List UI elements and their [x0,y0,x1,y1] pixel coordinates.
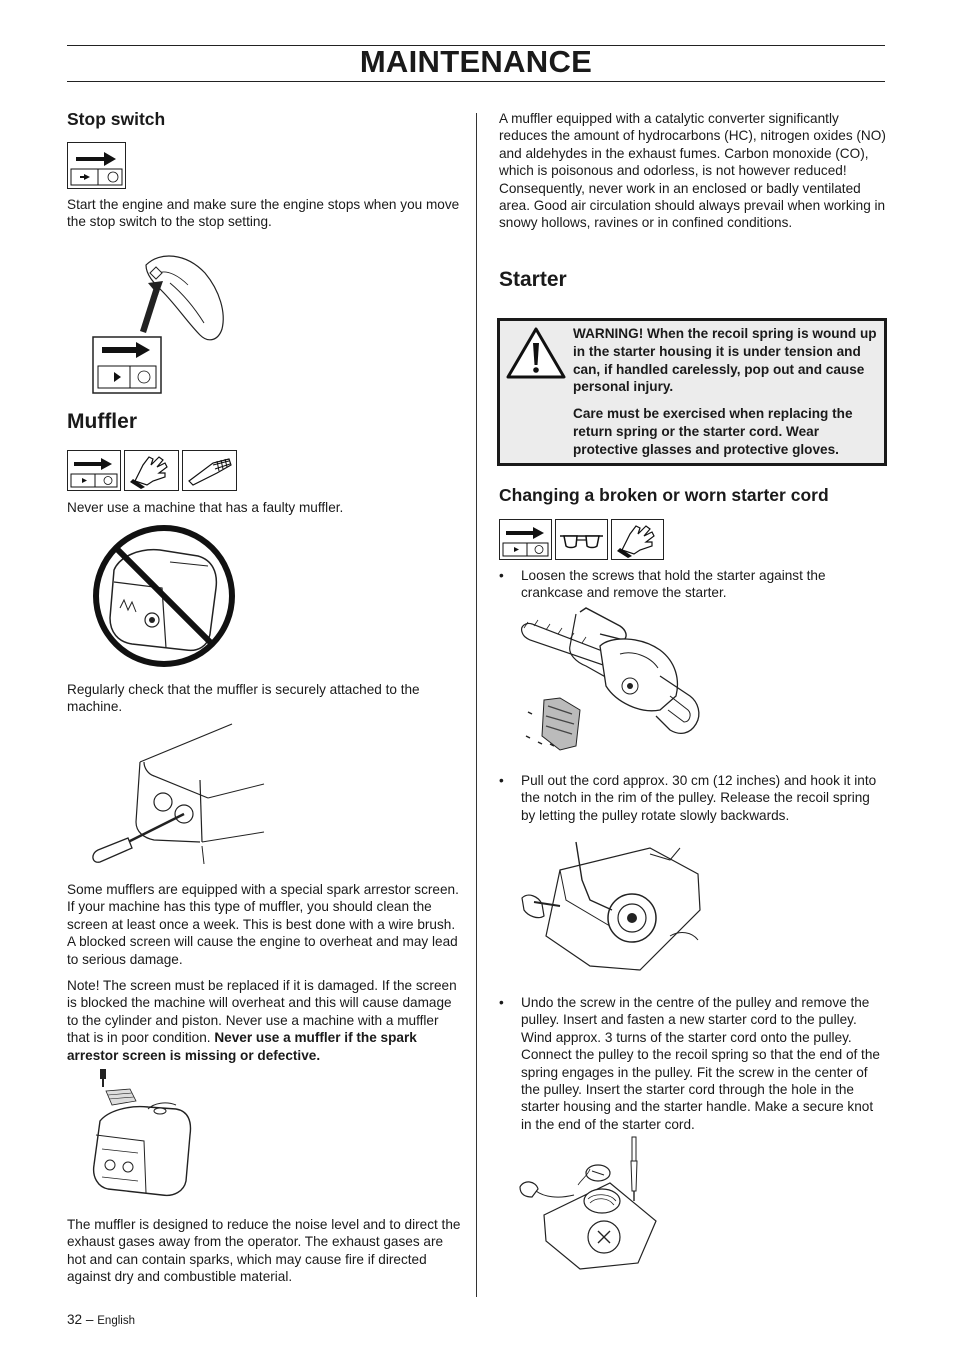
protective-glasses-icon [555,519,608,560]
page-footer [67,1312,135,1327]
footer-language: English [97,1315,135,1327]
starter-heading: Starter [499,268,567,291]
spark-arrestor-text: Some mufflers are equipped with a special spark arrestor screen. If your machine has this type of muffler, you should clean the screen at least once a week. This is best done with a wire brush. A blocked screen will cause the engine to overheat and may lead to serious damage. [67,882,459,967]
maintenance-symbol-icon [67,142,126,189]
screen-note-plain: Note! The screen must be replaced if it is damaged. If the screen is blocked the machine will overheat and this will cause damage to the cylinder and piston. Never use a machine with a muffler that is in poor condition. [67,978,457,1046]
chainsaw-starter-illustration [520,606,705,756]
muffler-heading: Muffler [67,410,137,433]
muffler-noise-text: The muffler is designed to reduce the noise level and to direct the exhaust gases away from the operator. The exhaust gases are hot and can contain sparks, which may cause fire if directed against dry and combustible material. [67,1217,461,1285]
step-text: Undo the screw in the centre of the pulley and remove the pulley. Insert and fasten a new starter cord to the pulley. Wind approx. 3 turns of the starter cord onto the pulley. Connect the pulley to the recoil spring so that the end of the spring engages in the pulley. Fit the screw in the center of the pulley. Insert the starter cord through the hole in the starter housing and the starter handle. Make a secure knot in the end of the starter cord. [521,995,880,1132]
step-text: Loosen the screws that hold the starter against the crankcase and remove the starter. [521,568,826,601]
page-title: MAINTENANCE [359,44,593,79]
maintenance-symbol-icon [499,519,552,560]
step-text: Pull out the cord approx. 30 cm (12 inches) and hook it into the notch in the rim of the pulley. Release the recoil spring by letting the pulley rotate slowly backwards. [521,773,877,823]
wire-brush-icon [182,450,237,491]
prohibited-muffler-illustration [90,522,238,670]
muffler-faulty-text: Never use a machine that has a faulty muffler. [67,500,344,515]
bullet-dot: • [499,773,504,788]
stop-switch-illustration [90,243,230,395]
bullet-dot: • [499,995,504,1010]
glove-icon [124,450,179,491]
warning-text-1: WARNING! When the recoil spring is wound up in the starter housing it is under tension and can, if handled carelessly, pop out and cause personal injury. [573,326,877,395]
starter-exploded-illustration [518,1135,660,1270]
maintenance-symbol-icon [67,450,121,491]
catalytic-converter-text: A muffler equipped with a catalytic converter significantly reduces the amount of hydrocarbons (HC), nitrogen oxides (NO) and aldehydes in the exhaust fumes. Carbon monoxide (CO), which is poisonous and odorless, is not however reduced! Consequently, never work in an enclosed or badly ventilated area. Good air circulation should always prevail when working in snowy hollows, ravines or in confined conditions. [499,111,886,231]
warning-box [497,318,887,466]
header-bottom-rule [67,81,885,82]
warning-text-2: Care must be exercised when replacing the return spring or the starter cord. Wear protective glasses and protective gloves. [573,406,853,457]
stop-switch-text: Start the engine and make sure the engine stops when you move the stop switch to the stop setting. [67,197,460,230]
screen-note-text [67,977,462,1064]
page-number: 32 – [67,1312,94,1327]
pulley-notch-illustration [520,840,705,976]
muffler-spark-screen-illustration [88,1065,198,1205]
column-divider [476,113,477,1297]
warning-triangle-icon [506,327,566,379]
muffler-check-text: Regularly check that the muffler is securely attached to the machine. [67,682,420,715]
stop-switch-heading: Stop switch [67,109,166,129]
starter-cord-heading: Changing a broken or worn starter cord [499,485,829,505]
muffler-screwdriver-illustration [88,722,268,872]
screen-note-bold: Never use a muffler if the spark arrestor screen is missing or defective. [67,1030,417,1063]
bullet-dot: • [499,568,504,583]
glove-icon [611,519,664,560]
